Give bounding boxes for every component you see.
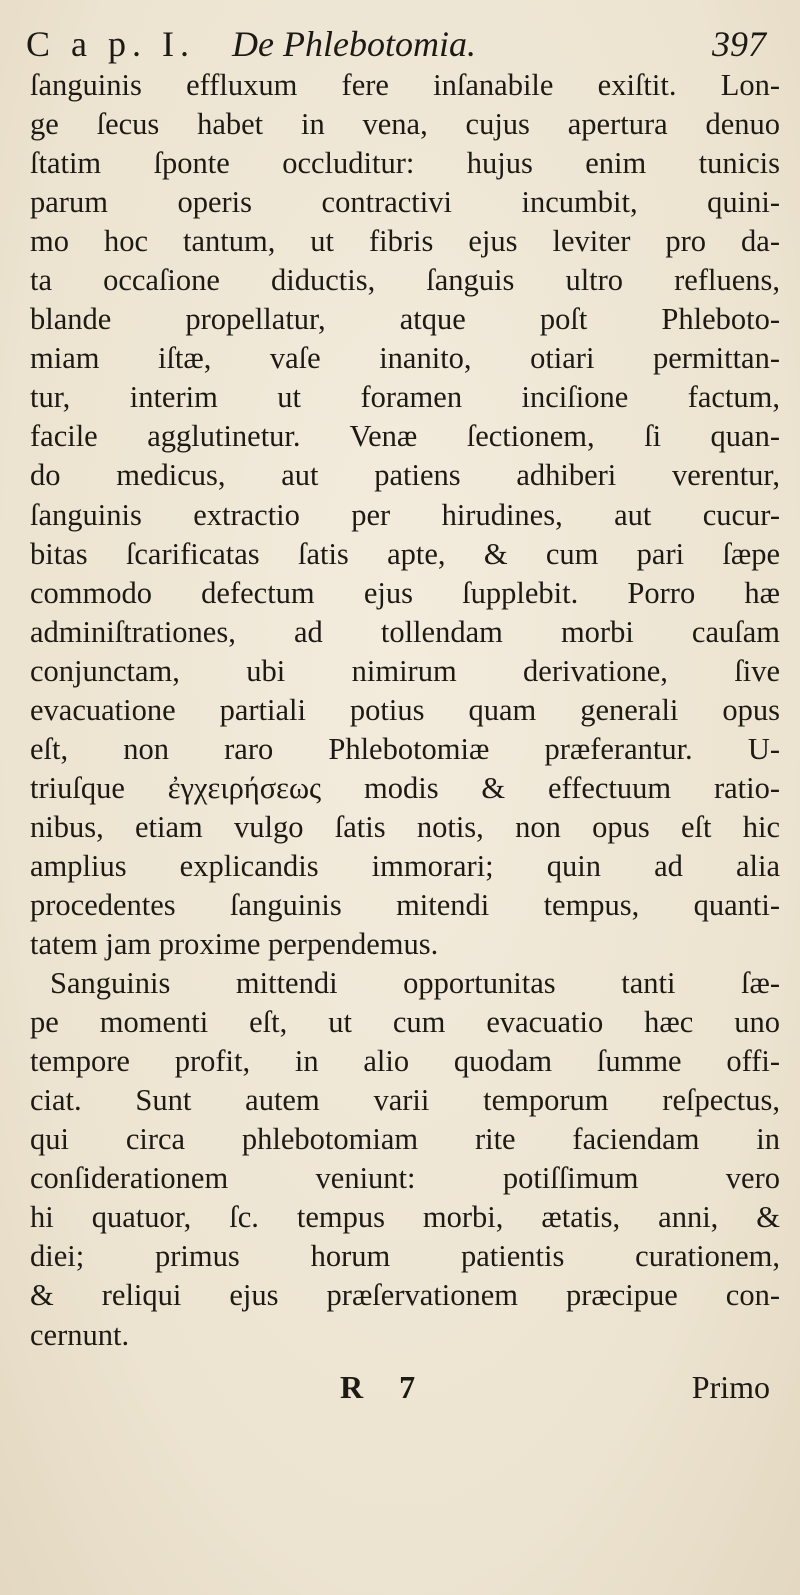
text-line: tatem jam proxime perpendemus. — [30, 927, 439, 962]
text-line: commodo defectum ejus ſupplebit. Porro hæ — [30, 575, 780, 610]
text-line: blande propellatur, atque poſt Phleboto- — [30, 302, 780, 337]
text-line: ge ſecus habet in vena, cujus apertura denuo — [30, 107, 780, 142]
text-line: & reliqui ejus præſervationem præcipue con- — [30, 1278, 780, 1313]
text-line: parum operis contractivi incumbit, quini- — [30, 185, 780, 220]
text-line: procedentes ſanguinis mitendi tempus, quanti- — [30, 887, 780, 922]
text-line: bitas ſcarificatas ſatis apte, & cum pari ſæpe — [30, 536, 780, 571]
text-line: triuſque ἐγχειρήσεως modis & effectuum ratio- — [30, 770, 780, 805]
text-line: tempore profit, in alio quodam ſumme offi- — [30, 1044, 780, 1079]
signature-mark: R 7 — [340, 1369, 430, 1405]
text-line: do medicus, aut patiens adhiberi verentur, — [30, 458, 780, 493]
running-header — [26, 18, 766, 70]
chapter-label: C a p. I. — [26, 24, 195, 64]
text-line: cernunt. — [30, 1317, 130, 1352]
text-line: conſiderationem veniunt: potiſſimum vero — [30, 1161, 780, 1196]
text-line: eſt, non raro Phlebotomiæ præferantur. U- — [30, 731, 780, 766]
text-line: facile agglutinetur. Venæ ſectionem, ſi quan- — [30, 419, 780, 454]
body-text — [30, 66, 780, 1355]
text-line: nibus, etiam vulgo ſatis notis, non opus eſt hic — [30, 809, 780, 844]
text-line: adminiſtrationes, ad tollendam morbi cauſam — [30, 614, 780, 649]
running-title: De Phlebotomia. — [232, 24, 476, 64]
page-footer — [0, 1362, 800, 1412]
text-line: Sanguinis mittendi opportunitas tanti ſæ- — [50, 966, 780, 1001]
text-line: mo hoc tantum, ut fibris ejus leviter pro da- — [30, 224, 780, 259]
text-line: ſanguinis extractio per hirudines, aut cucur- — [30, 497, 780, 532]
text-line: ta occaſione diductis, ſanguis ultro refluens, — [30, 263, 780, 298]
catchword: Primo — [691, 1369, 770, 1405]
text-line: hi quatuor, ſc. tempus morbi, ætatis, anni, & — [30, 1200, 780, 1235]
page-number: 397 — [712, 24, 766, 64]
text-line: conjunctam, ubi nimirum derivatione, ſive — [30, 653, 780, 688]
text-line: diei; primus horum patientis curationem, — [30, 1239, 780, 1274]
text-line: ciat. Sunt autem varii temporum reſpectus, — [30, 1083, 780, 1118]
text-line: ſanguinis effluxum fere inſanabile exiſtit. Lon- — [30, 68, 780, 102]
text-line: qui circa phlebotomiam rite faciendam in — [30, 1122, 780, 1157]
text-line: evacuatione partiali potius quam generali opus — [30, 692, 780, 727]
text-line: amplius explicandis immorari; quin ad alia — [30, 848, 780, 883]
text-line: miam iſtæ, vaſe inanito, otiari permittan- — [30, 341, 780, 376]
text-line: pe momenti eſt, ut cum evacuatio hæc uno — [30, 1005, 780, 1040]
text-line: tur, interim ut foramen inciſione factum, — [30, 380, 780, 415]
text-line: ſtatim ſponte occluditur: hujus enim tunicis — [30, 146, 780, 181]
